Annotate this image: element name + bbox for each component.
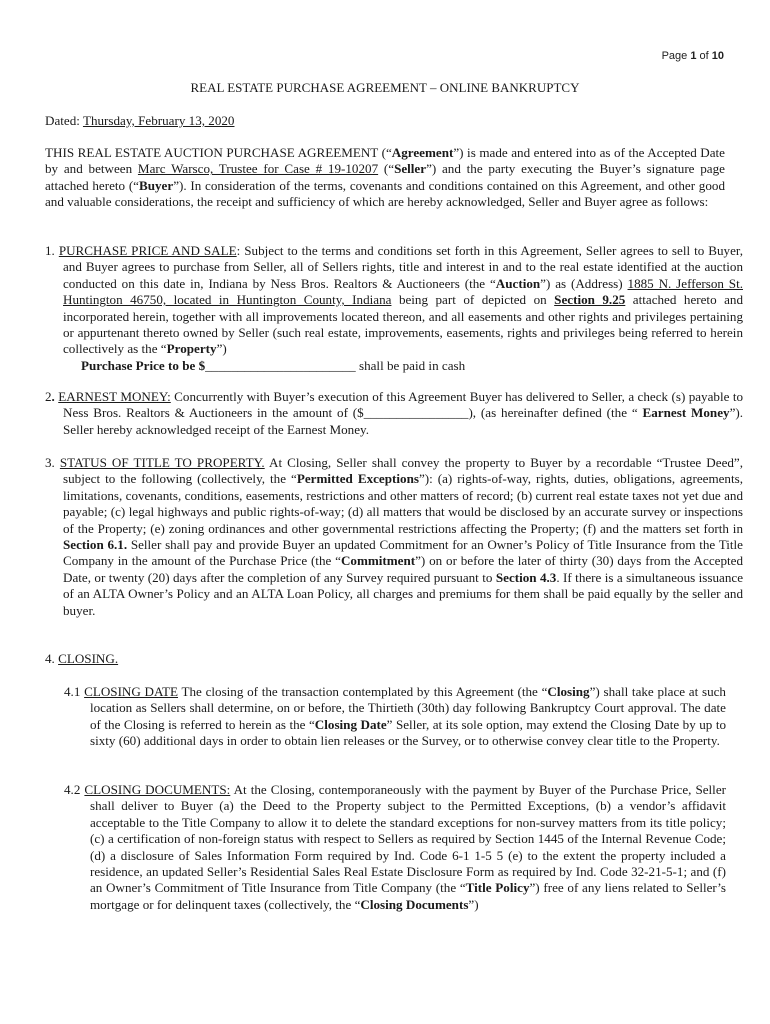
intro-paragraph: THIS REAL ESTATE AUCTION PURCHASE AGREEMENT (“Agreement”) is made and entered into as of the Accepted Date by and between Marc Warsco, Trustee for Case # 19-10207 (“Seller”) and the party executing the Buyer’s signature page attached hereto (“Buyer”). In consideration of the terms, covenants and conditions contained on this Agreement, and other good and valuable considerations, the receipt and sufficiency of which are hereby acknowledged, Seller and Buyer agree as follows: bbox=[45, 145, 725, 210]
section-4-2-closing-documents: 4.2 CLOSING DOCUMENTS: At the Closing, contemporaneously with the payment by Buyer of the Purchase Price, Seller shall deliver to Buyer (a) the Deed to the Property subject to the Permitted Exceptions, (b) a vendor’s affidavit acceptable to the Title Company to allow it to delete the standard exceptions for non-survey matters from its title policy; (c) a certification of non-foreign status with respect to Sellers as required by Section 1445 of the Internal Revenue Code; (d) a disclosure of Sales Information Form required by Ind. Code 6-1 1-5 5 (e) to the extent the property included a residence, an updated Seller’s Residential Sales Real Estate Disclosure Form as required by Ind. Code 32-21-5-1; and (f) an Owner’s Commitment of Title Insurance from Title Company (the “Title Policy”) free of any liens related to Seller’s mortgage or for delinquent taxes (collectively, the “Closing Documents”) bbox=[64, 782, 726, 912]
section-3-status-of-title: 3. STATUS OF TITLE TO PROPERTY. At Closing, Seller shall convey the property to Buyer by a recordable “Trustee Deed”, subject to the following (collectively, the “Permitted Exceptions”): (a) rights-of-way, rights, duties, obligations, agreements, limitations, covenants, conditions, easements, restrictions and other matters of record; (b) current real estate taxes not yet due and payable; (c) legal highways and public rights-of-way; (d) all matters that would be disclosed by an accurate survey or inspections of the Property; (e) zoning ordinances and other governmental restrictions affecting the Property; (f) and the matters set forth in Section 6.1. Seller shall pay and provide Buyer an updated Commitment for an Owner’s Policy of Title Insurance from the Title Company in the amount of the Purchase Price (the “Commitment”) on or before the later of thirty (30) days from the Accepted Date, or twenty (20) days after the completion of any Survey required pursuant to Section 4.3. If there is a simultaneous issuance of an ALTA Owner’s Policy and an ALTA Loan Policy, all charges and premiums for them shall be paid equally by the seller and buyer. bbox=[45, 455, 744, 618]
page-number: Page 1 of 10 bbox=[661, 50, 724, 62]
document-title: REAL ESTATE PURCHASE AGREEMENT – ONLINE BANKRUPTCY bbox=[190, 80, 580, 95]
section-1-purchase-price: 1. PURCHASE PRICE AND SALE: Subject to the terms and conditions set forth in this Agreement, Seller agrees to sell to Buyer, and Buyer agrees to purchase from Seller, all of Sellers rights, title and interest in and to the real estate identified at the auction conducted on this date in, Indiana by Ness Bros. Realtors & Auctioneers (the “Auction”) as (Address) 1885 N. Jefferson St. Huntington 46750, located in Huntington County, Indiana being part of depicted on Section 9.25 attached hereto and incorporated herein, together with all improvements located thereon, and all easements and other rights and privileges pertaining or appurtenant thereto owned by Seller (such real estate, improvements, easements, rights and privileges being referred to herein collectively as the “Property”) Purchase Price to be $_______________________ shall be paid in cash bbox=[45, 243, 744, 373]
section-4-closing: 4. CLOSING. bbox=[45, 651, 119, 666]
dated-line: Dated: Thursday, February 13, 2020 bbox=[45, 113, 235, 128]
section-2-earnest-money: 2. EARNEST MONEY: Concurrently with Buyer’s execution of this Agreement Buyer has delivered to Seller, a check (s) payable to Ness Bros. Realtors & Auctioneers in the amount of ($________________), (as hereinafter defined (the “ Earnest Money”). Seller hereby acknowledged receipt of the Earnest Money. bbox=[45, 389, 744, 437]
section-4-1-closing-date: 4.1 CLOSING DATE The closing of the transaction contemplated by this Agreement (the “Closing”) shall take place at such location as Sellers shall determine, on or before, the Thirtieth (30th) day following Bankruptcy Court approval. The date of the Closing is referred to herein as the “Closing Date” Seller, at its sole option, may extend the Closing Date by up to sixty (60) additional days in order to obtain lien releases or the Survey, or to otherwise convey clear title to the Property. bbox=[64, 684, 727, 749]
